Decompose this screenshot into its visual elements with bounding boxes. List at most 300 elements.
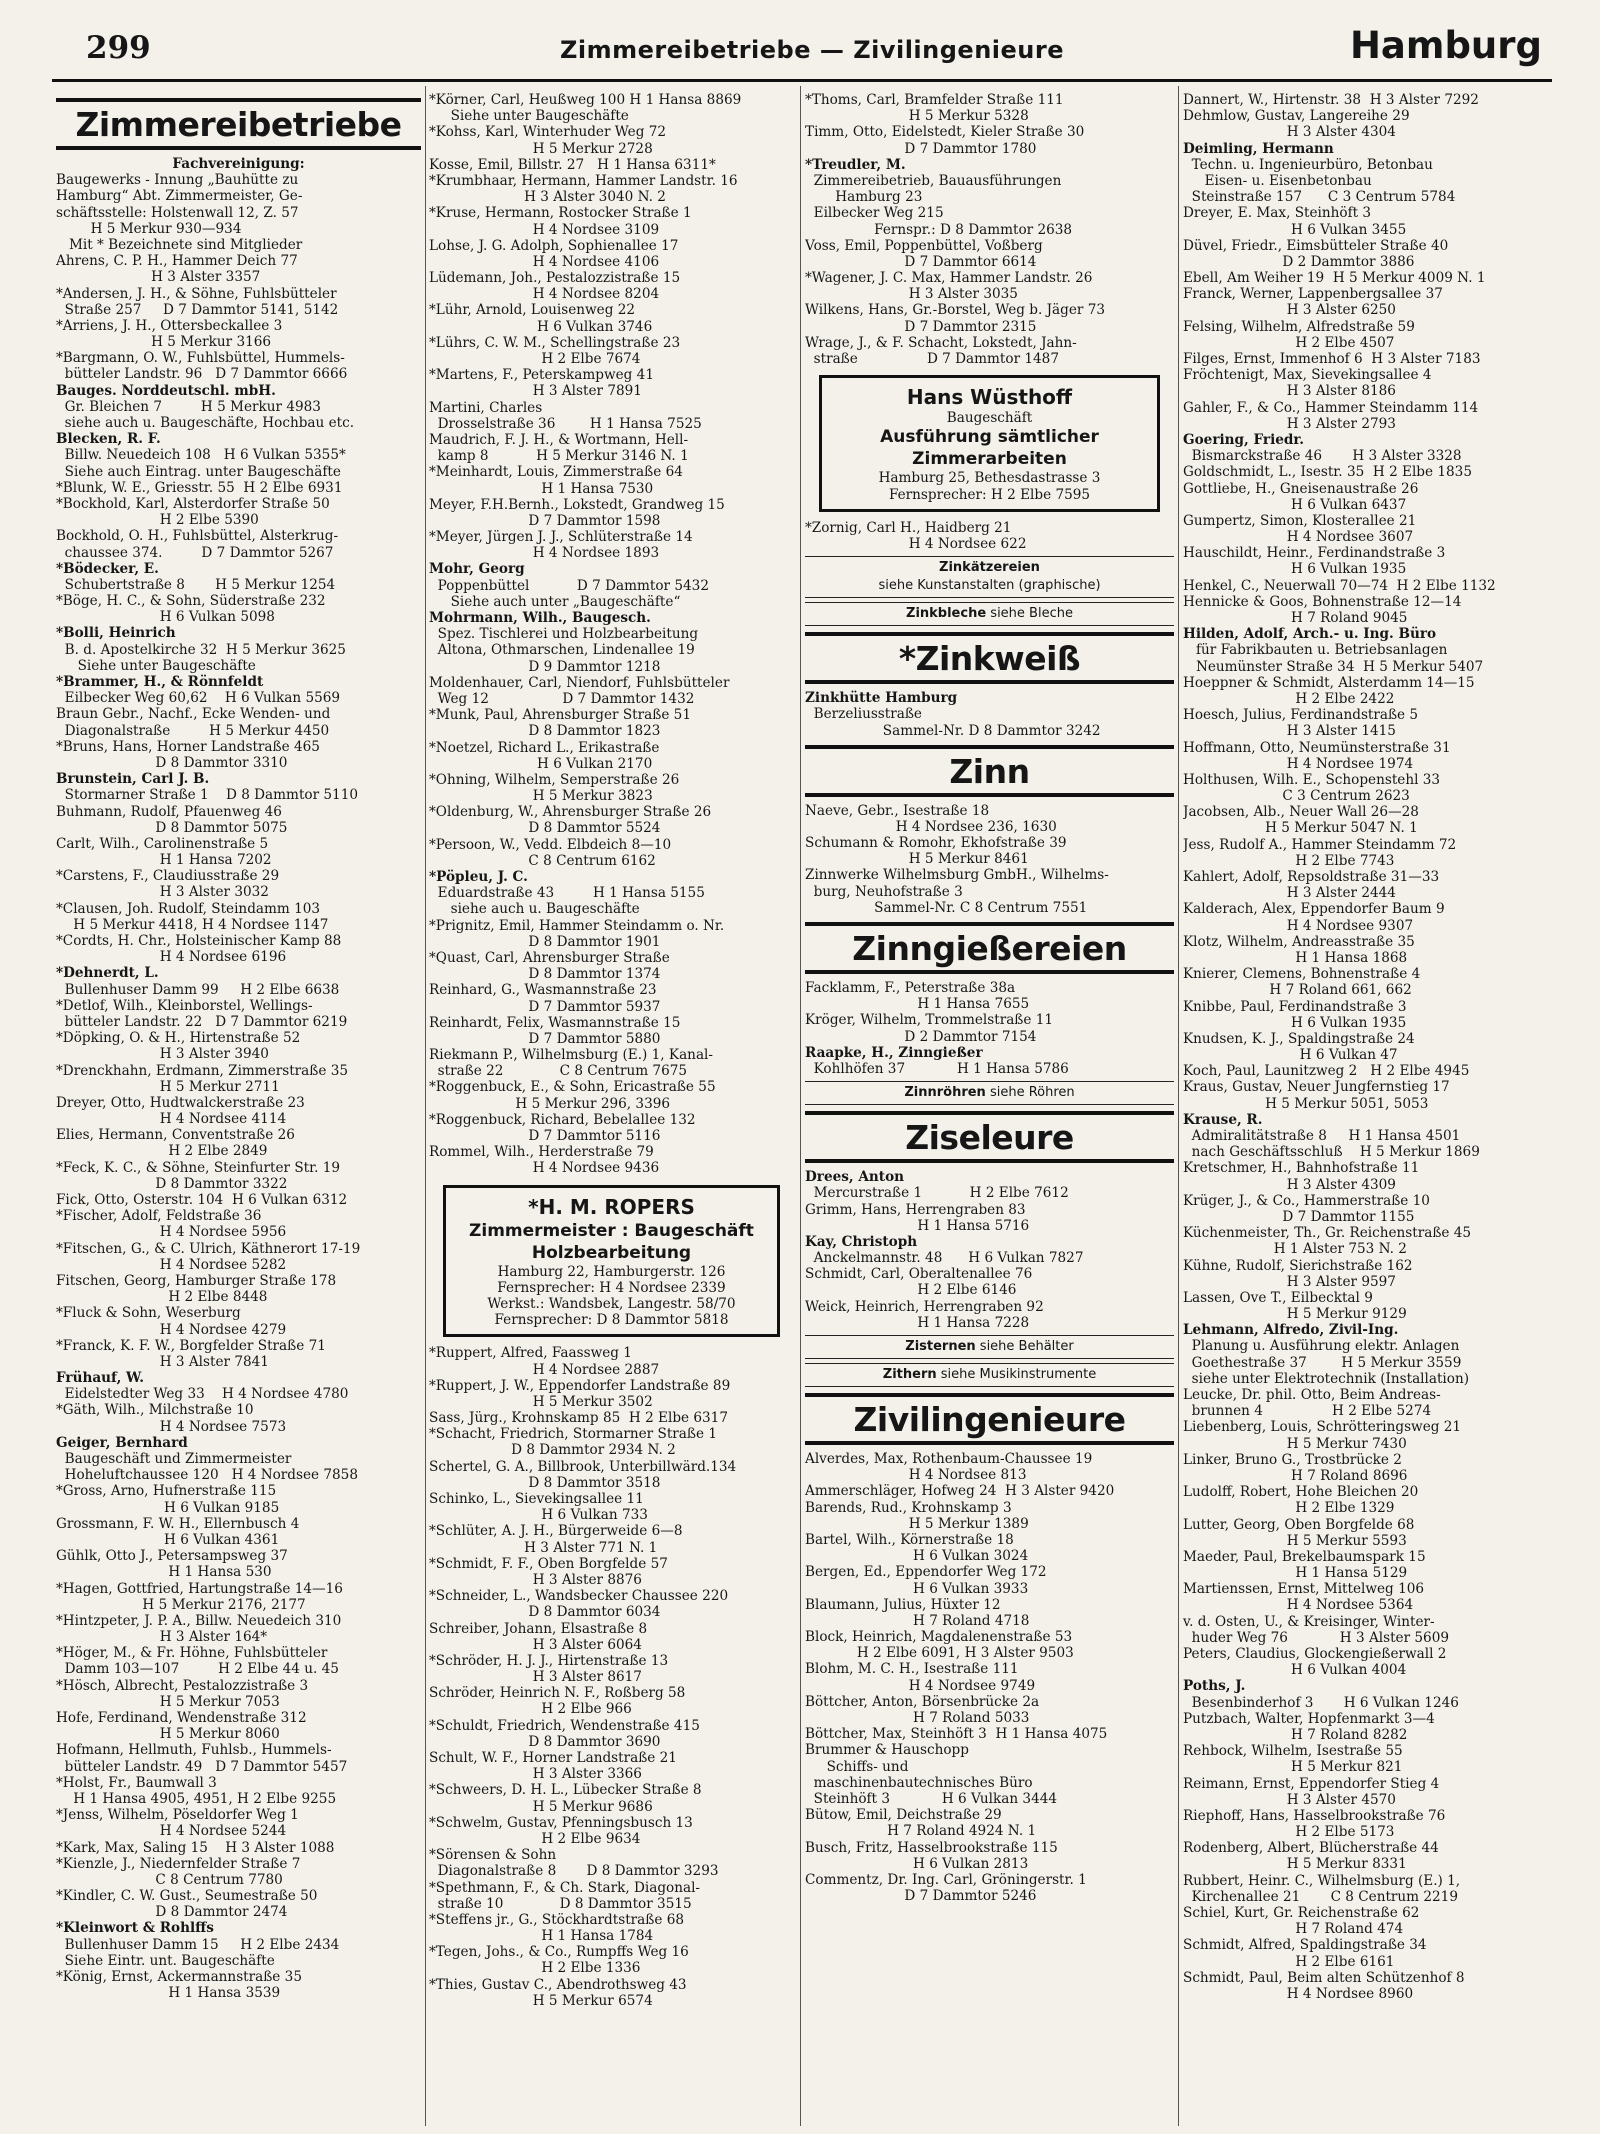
cross-reference xyxy=(805,1335,1174,1359)
cross-reference-target: siehe Kunstanstalten (graphische) xyxy=(878,578,1101,594)
entry-line: H 5 Merkur 1389 xyxy=(805,1515,1029,1532)
entry-line: Hoheluftchaussee 120 H 4 Nordsee 7858 xyxy=(56,1467,358,1484)
entry-line: H 5 Merkur 5051, 5053 xyxy=(1183,1095,1429,1112)
entry-line: nach Geschäftsschluß H 5 Merkur 1869 xyxy=(1183,1144,1480,1161)
advertisement-line: Fernsprecher: H 2 Elbe 7595 xyxy=(888,486,1091,503)
entry-line: Hofe, Ferdinand, Wendenstraße 312 xyxy=(56,1710,307,1726)
entry-line: H 3 Alster 8876 xyxy=(429,1571,642,1588)
entry-line: H 5 Merkur 296, 3396 xyxy=(429,1095,671,1112)
entry-name-bold: Poths, J. xyxy=(1183,1678,1246,1695)
entry-name-bold: Blecken, R. F. xyxy=(56,431,161,448)
entry-line: H 6 Vulkan 1935 xyxy=(1183,1014,1407,1031)
entry-line: D 8 Dammtor 5075 xyxy=(56,819,288,836)
entry-line: bütteler Landstr. 96 D 7 Dammtor 6666 xyxy=(56,366,348,383)
column-1 xyxy=(56,92,421,2122)
entry-line: Schiffs- und xyxy=(805,1758,909,1775)
entry-line: H 4 Nordsee 1893 xyxy=(429,545,660,562)
running-title: Zimmereibetriebe — Zivilingenieure xyxy=(560,36,1064,64)
entry-line: H 1 Hansa 1784 xyxy=(429,1928,654,1945)
advertisement-line: Zimmerarbeiten xyxy=(912,449,1067,470)
column-divider xyxy=(425,86,426,2126)
entry-line: *Fluck & Sohn, Weserburg xyxy=(56,1305,241,1322)
entry-line: H 1 Hansa 1868 xyxy=(1183,949,1408,966)
entry-line: H 4 Nordsee 5282 xyxy=(56,1256,287,1273)
entry-line: H 5 Merkur 5047 N. 1 xyxy=(1183,820,1418,837)
entry-line: *Prignitz, Emil, Hammer Steindamm o. Nr. xyxy=(429,917,725,934)
entry-line: Barends, Rud., Krohnskamp 3 xyxy=(805,1499,1012,1516)
entry-line: Eduardstraße 43 H 1 Hansa 5155 xyxy=(429,885,705,902)
entry-line: Altona, Othmarschen, Lindenallee 19 xyxy=(429,642,695,659)
entry-line: H 5 Merkur 6574 xyxy=(429,1992,653,2009)
entry-line: Schult, W. F., Horner Landstraße 21 xyxy=(429,1750,677,1766)
advertisement-line: Fernsprecher: D 8 Dammtor 5818 xyxy=(494,1312,729,1329)
entry-name-bold: *Bödecker, E. xyxy=(56,560,159,577)
entry-line: Moldenhauer, Carl, Niendorf, Fuhlsbütteler xyxy=(429,674,730,691)
entry-line: *Feck, K. C., & Söhne, Steinfurter Str. 19 xyxy=(56,1159,341,1176)
entry-line: Lohse, J. G. Adolph, Sophienallee 17 xyxy=(429,237,679,254)
entry-line: *Sörensen & Sohn xyxy=(429,1847,557,1864)
entry-line: Eilbecker Weg 60,62 H 6 Vulkan 5569 xyxy=(56,690,341,707)
advertisement-line: Holzbearbeitung xyxy=(531,1242,692,1263)
entry-line: Block, Heinrich, Magdalenenstraße 53 xyxy=(805,1629,1073,1646)
entry-line: Henkel, C., Neuerwall 70—74 H 2 Elbe 1132 xyxy=(1183,577,1496,594)
entry-line: H 2 Elbe 966 xyxy=(429,1701,632,1718)
entry-line: bütteler Landstr. 49 D 7 Dammtor 5457 xyxy=(56,1758,348,1775)
entry-line: H 4 Nordsee 8204 xyxy=(429,286,660,303)
entry-line: D 8 Dammtor 1823 xyxy=(429,723,661,740)
entry-line: Elies, Hermann, Conventstraße 26 xyxy=(56,1127,295,1144)
advertisement-line: Ausführung sämtlicher xyxy=(880,427,1099,448)
entry-line: H 3 Alster 3040 N. 2 xyxy=(429,189,666,206)
entry-line: Wilkens, Hans, Gr.-Borstel, Weg b. Jäger 73 xyxy=(805,302,1106,319)
entry-line: *Noetzel, Richard L., Erikastraße xyxy=(429,739,660,756)
entry-line: H 3 Alster 3035 xyxy=(805,286,1018,303)
entry-line: Spez. Tischlerei und Holzbearbeitung xyxy=(429,626,699,643)
entry-line: Kalderach, Alex, Eppendorfer Baum 9 xyxy=(1183,901,1445,918)
entry-line: H 6 Vulkan 4004 xyxy=(1183,1662,1407,1679)
entry-line: H 3 Alster 6064 xyxy=(429,1636,642,1653)
entry-line: H 7 Roland 5033 xyxy=(805,1710,1030,1726)
cross-reference xyxy=(805,602,1174,626)
entry-line: Reimann, Ernst, Eppendorfer Stieg 4 xyxy=(1183,1775,1440,1792)
section-heading: Ziseleure xyxy=(805,1111,1174,1163)
entry-line: Felsing, Wilhelm, Alfredstraße 59 xyxy=(1183,318,1415,335)
entry-line: Kretschmer, H., Bahnhofstraße 11 xyxy=(1183,1160,1420,1177)
entry-line: D 2 Dammtor 3886 xyxy=(1183,253,1415,270)
entry-line: Klotz, Wilhelm, Andreasstraße 35 xyxy=(1183,933,1415,950)
entry-line: siehe auch u. Baugeschäfte xyxy=(429,901,640,918)
entry-line: D 7 Dammtor 5880 xyxy=(429,1030,661,1047)
entry-line: H 6 Vulkan 3933 xyxy=(805,1580,1029,1597)
entry-line: H 4 Nordsee 813 xyxy=(805,1467,1027,1484)
entry-line: H 6 Vulkan 733 xyxy=(429,1507,648,1524)
entry-line: *Tegen, Johs., & Co., Rumpffs Weg 16 xyxy=(429,1944,689,1961)
entry-line: Billw. Neuedeich 108 H 6 Vulkan 5355* xyxy=(56,447,346,464)
entry-line: schäftsstelle: Holstenwall 12, Z. 57 xyxy=(56,204,299,221)
entry-line: Braun Gebr., Nachf., Ecke Wenden- und xyxy=(56,706,331,723)
entry-line: D 7 Dammtor 6614 xyxy=(805,253,1037,270)
entry-line: H 6 Vulkan 1935 xyxy=(1183,561,1407,578)
entry-line: Mit * Bezeichnete sind Mitglieder xyxy=(56,236,303,253)
entry-line: H 3 Alster 1415 xyxy=(1183,723,1396,740)
cross-reference xyxy=(805,1081,1174,1105)
entry-line: *Hagen, Gottfried, Hartungstraße 14—16 xyxy=(56,1580,343,1597)
entry-line: Siehe auch unter „Baugeschäfte“ xyxy=(429,593,681,610)
entry-line: *Bargmann, O. W., Fuhlsbüttel, Hummels- xyxy=(56,350,345,367)
entry-line: Knibbe, Paul, Ferdinandstraße 3 xyxy=(1183,998,1407,1015)
entry-name-bold: Mohr, Georg xyxy=(429,561,525,578)
entry-line: D 7 Dammtor 2315 xyxy=(805,318,1037,335)
cross-reference-term: Zinnröhren xyxy=(904,1085,986,1101)
entry-line: Hamburg 23 xyxy=(805,189,923,206)
entry-line: Bartel, Wilh., Körnerstraße 18 xyxy=(805,1531,1014,1548)
entry-line: Putzbach, Walter, Hopfenmarkt 3—4 xyxy=(1183,1710,1435,1727)
entry-line: Gühlk, Otto J., Petersampsweg 37 xyxy=(56,1548,288,1565)
entry-line: C 3 Centrum 2623 xyxy=(1183,788,1410,805)
entry-line: D 7 Dammtor 1780 xyxy=(805,140,1037,157)
entry-line: H 4 Nordsee 9436 xyxy=(429,1160,660,1177)
cross-reference-term: Zisternen xyxy=(905,1339,976,1354)
entry-line: Gr. Bleichen 7 H 5 Merkur 4983 xyxy=(56,398,321,415)
advertisement-line: Hamburg 25, Bethesdastrasse 3 xyxy=(878,470,1101,487)
entry-name-bold: Goering, Friedr. xyxy=(1183,431,1305,448)
entry-line: H 1 Hansa 7228 xyxy=(805,1314,1030,1331)
entry-line: *Hintzpeter, J. P. A., Billw. Neuedeich 310 xyxy=(56,1612,342,1629)
section-heading: Zinn xyxy=(805,745,1174,797)
entry-line: H 5 Merkur 8060 xyxy=(56,1726,280,1743)
entry-line: H 2 Elbe 1336 xyxy=(429,1960,641,1977)
entry-line: Timm, Otto, Eidelstedt, Kieler Straße 30 xyxy=(805,124,1085,141)
advertisement-line: Werkst.: Wandsbek, Langestr. 58/70 xyxy=(487,1295,736,1312)
entry-line: *Wagener, J. C. Max, Hammer Landstr. 26 xyxy=(805,270,1093,287)
page-number: 299 xyxy=(86,30,151,66)
entry-line: *Franck, K. F. W., Borgfelder Straße 71 xyxy=(56,1337,326,1354)
entry-line: Knierer, Clemens, Bohnenstraße 4 xyxy=(1183,966,1421,983)
entry-line: Ebell, Am Weiher 19 H 5 Merkur 4009 N. 1 xyxy=(1183,270,1486,287)
entry-line: *Kruse, Hermann, Rostocker Straße 1 xyxy=(429,205,692,222)
entry-line: *Detlof, Wilh., Kleinborstel, Wellings- xyxy=(56,997,313,1014)
entry-line: Stormarner Straße 1 D 8 Dammtor 5110 xyxy=(56,787,359,804)
entry-line: Commentz, Dr. Ing. Carl, Gröningerstr. 1 xyxy=(805,1871,1087,1888)
entry-line: Jacobsen, Alb., Neuer Wall 26—28 xyxy=(1183,804,1419,821)
entry-line: Sammel-Nr. C 8 Centrum 7551 xyxy=(805,899,1088,916)
entry-line: B. d. Apostelkirche 32 H 5 Merkur 3625 xyxy=(56,641,346,658)
entry-line: Schmidt, Carl, Oberaltenallee 76 xyxy=(805,1266,1033,1283)
entry-line: Hauschildt, Heinr., Ferdinandstraße 3 xyxy=(1183,545,1446,562)
entry-line: H 2 Elbe 2422 xyxy=(1183,690,1395,707)
advertisement-box xyxy=(443,1185,780,1338)
entry-line: Schinko, L., Sievekingsallee 11 xyxy=(429,1491,644,1507)
entry-name-bold: Zinkhütte Hamburg xyxy=(805,690,958,707)
entry-line: *Schmidt, F. F., Oben Borgfelde 57 xyxy=(429,1555,668,1572)
advertisement-box xyxy=(819,375,1160,512)
cross-reference xyxy=(805,1363,1174,1387)
entry-line: *Meinhardt, Louis, Zimmerstraße 64 xyxy=(429,464,683,481)
entry-name-bold: Mohrmann, Wilh., Baugesch. xyxy=(429,610,651,626)
entry-line: H 5 Merkur 8461 xyxy=(805,851,1029,868)
entry-line: H 5 Merkur 9129 xyxy=(1183,1306,1407,1323)
entry-line: *Drenckhahn, Erdmann, Zimmerstraße 35 xyxy=(56,1062,349,1079)
entry-line: Martienssen, Ernst, Mittelweg 106 xyxy=(1183,1581,1425,1598)
entry-line: *Zornig, Carl H., Haidberg 21 xyxy=(805,519,1012,536)
entry-line: H 5 Merkur 2176, 2177 xyxy=(56,1596,306,1613)
entry-line: *Ruppert, J. W., Eppendorfer Landstraße 89 xyxy=(429,1377,731,1394)
entry-line: Rodenberg, Albert, Blücherstraße 44 xyxy=(1183,1840,1439,1857)
entry-line: Schumann & Romohr, Ekhofstraße 39 xyxy=(805,835,1067,852)
entry-line: Kohlhöfen 37 H 1 Hansa 5786 xyxy=(805,1060,1069,1077)
entry-line: Besenbinderhof 3 H 6 Vulkan 1246 xyxy=(1183,1694,1459,1711)
entry-name-bold: Lehmann, Alfredo, Zivil-Ing. xyxy=(1183,1322,1399,1339)
entry-name-bold: *Brammer, H., & Rönnfeldt xyxy=(56,674,264,690)
entry-line: Steinhöft 3 H 6 Vulkan 3444 xyxy=(805,1790,1058,1807)
entry-line: Schubertstraße 8 H 5 Merkur 1254 xyxy=(56,576,336,593)
entry-line: H 1 Hansa 7655 xyxy=(805,996,1030,1013)
entry-line: H 5 Merkur 3823 xyxy=(429,788,653,805)
entry-line: Martini, Charles xyxy=(429,399,543,416)
entry-line: Busch, Fritz, Hasselbrookstraße 115 xyxy=(805,1839,1058,1856)
entry-line: Fröchtenigt, Max, Sievekingsallee 4 xyxy=(1183,367,1432,384)
entry-line: Linker, Bruno G., Trostbrücke 2 xyxy=(1183,1451,1402,1468)
entry-line: Blohm, M. C. H., Isestraße 111 xyxy=(805,1661,1019,1678)
entry-line: H 4 Nordsee 5244 xyxy=(56,1823,287,1840)
entry-line: Brummer & Hauschopp xyxy=(805,1742,969,1759)
entry-line: Schmidt, Alfred, Spaldingstraße 34 xyxy=(1183,1937,1427,1954)
entry-line: Böttcher, Anton, Börsenbrücke 2a xyxy=(805,1693,1040,1710)
entry-line: H 2 Elbe 2849 xyxy=(56,1143,268,1160)
entry-line: Baugewerks - Innung „Bauhütte zu xyxy=(56,172,299,189)
entry-line: D 8 Dammtor 3310 xyxy=(56,754,288,771)
entry-line: H 4 Nordsee 4114 xyxy=(56,1111,287,1128)
entry-line: Naeve, Gebr., Isestraße 18 xyxy=(805,802,990,819)
entry-line: *Körner, Carl, Heußweg 100 H 1 Hansa 8869 xyxy=(429,92,742,108)
entry-line: H 5 Merkur 5328 xyxy=(805,108,1029,125)
advertisement-line: Hamburg 22, Hamburgerstr. 126 xyxy=(497,1263,726,1280)
entry-line: *Schweers, D. H. L., Lübecker Straße 8 xyxy=(429,1782,702,1799)
entry-line: H 6 Vulkan 47 xyxy=(1183,1047,1398,1064)
entry-line: Kraus, Gustav, Neuer Jungfernstieg 17 xyxy=(1183,1079,1450,1096)
entry-line: *Höger, M., & Fr. Höhne, Fuhlsbütteler xyxy=(56,1645,328,1662)
entry-line: Voss, Emil, Poppenbüttel, Voßberg xyxy=(805,237,1043,254)
entry-line: *Holst, Fr., Baumwall 3 xyxy=(56,1774,217,1791)
entry-line: Hoffmann, Otto, Neumünsterstraße 31 xyxy=(1183,739,1451,756)
section-heading: *Zinkweiß xyxy=(805,632,1174,684)
entry-line: Berzeliusstraße xyxy=(805,706,922,723)
entry-line: H 4 Nordsee 2887 xyxy=(429,1361,660,1378)
entry-line: H 4 Nordsee 3607 xyxy=(1183,529,1414,546)
entry-line: H 4 Nordsee 4106 xyxy=(429,253,660,270)
entry-line: Planung u. Ausführung elektr. Anlagen xyxy=(1183,1338,1460,1355)
entry-line: H 1 Hansa 530 xyxy=(56,1564,272,1581)
entry-line: H 4 Nordsee 1974 xyxy=(1183,755,1414,772)
entry-line: *Roggenbuck, E., & Sohn, Ericastraße 55 xyxy=(429,1079,716,1096)
entry-line: Hamburg“ Abt. Zimmermeister, Ge- xyxy=(56,188,303,205)
entry-line: H 2 Elbe 6146 xyxy=(805,1282,1017,1299)
entry-line: Damm 103—107 H 2 Elbe 44 u. 45 xyxy=(56,1661,339,1678)
entry-line: Kahlert, Adolf, Repsoldstraße 31—33 xyxy=(1183,869,1440,885)
entry-line: Siehe unter Baugeschäfte xyxy=(429,108,629,125)
entry-line: H 7 Roland 661, 662 xyxy=(1183,982,1412,999)
entry-line: H 2 Elbe 6091, H 3 Alster 9503 xyxy=(805,1645,1074,1662)
entry-line: *Schröder, H. J. J., Hirtenstraße 13 xyxy=(429,1652,669,1669)
entry-line: *Kark, Max, Saling 15 H 3 Alster 1088 xyxy=(56,1839,335,1856)
entry-line: Diagonalstraße H 5 Merkur 4450 xyxy=(56,722,330,739)
cross-reference-target: siehe Röhren xyxy=(989,1085,1075,1101)
entry-line: *Schlüter, A. J. H., Bürgerweide 6—8 xyxy=(429,1523,683,1540)
cross-reference-term: Zinkbleche xyxy=(906,606,987,622)
entry-line: D 8 Dammtor 5524 xyxy=(429,820,661,837)
entry-line: Ludolff, Robert, Hohe Bleichen 20 xyxy=(1183,1484,1419,1501)
entry-name-bold: *Bolli, Heinrich xyxy=(56,625,176,642)
entry-line: Grossmann, F. W. H., Ellernbusch 4 xyxy=(56,1515,300,1532)
entry-line: Bismarckstraße 46 H 3 Alster 3328 xyxy=(1183,448,1462,465)
entry-line: D 7 Dammtor 1598 xyxy=(429,512,661,529)
entry-line: H 1 Hansa 4905, 4951, H 2 Elbe 9255 xyxy=(56,1790,337,1807)
entry-line: D 2 Dammtor 7154 xyxy=(805,1028,1037,1045)
entry-line: *König, Ernst, Ackermannstraße 35 xyxy=(56,1969,302,1985)
entry-line: *Kindler, C. W. Gust., Seumestraße 50 xyxy=(56,1888,318,1905)
entry-line: H 4 Nordsee 8960 xyxy=(1183,1985,1414,2002)
entry-line: H 5 Merkur 4418, H 4 Nordsee 1147 xyxy=(56,916,329,933)
entry-line: *Persoon, W., Vedd. Elbdeich 8—10 xyxy=(429,836,672,853)
entry-line: *Krumbhaar, Hermann, Hammer Landstr. 16 xyxy=(429,172,738,189)
entry-line: Franck, Werner, Lappenbergsallee 37 xyxy=(1183,286,1443,303)
entry-line: Koch, Paul, Launitzweg 2 H 2 Elbe 4945 xyxy=(1183,1063,1470,1080)
entry-name-bold: Raapke, H., Zinngießer xyxy=(805,1044,983,1061)
entry-line: Baugeschäft und Zimmermeister xyxy=(56,1451,292,1467)
entry-line: Jess, Rudolf A., Hammer Steindamm 72 xyxy=(1183,836,1457,853)
entry-line: Siehe auch Eintrag. unter Baugeschäfte xyxy=(56,463,341,480)
entry-line: Bockhold, O. H., Fuhlsbüttel, Alsterkrug- xyxy=(56,528,339,545)
entry-line: H 2 Elbe 7674 xyxy=(429,351,641,367)
entry-line: H 3 Alster 164* xyxy=(56,1629,268,1646)
entry-name-bold: Kay, Christoph xyxy=(805,1233,918,1250)
entry-line: Buhmann, Rudolf, Pfauenweg 46 xyxy=(56,803,282,820)
advertisement-line: Fernsprecher: H 4 Nordsee 2339 xyxy=(497,1279,726,1296)
entry-line: *Kohss, Karl, Winterhuder Weg 72 xyxy=(429,124,667,141)
entry-line: D 7 Dammtor 1155 xyxy=(1183,1208,1415,1225)
entry-line: H 1 Hansa 7202 xyxy=(56,852,272,869)
entry-line: H 6 Vulkan 6437 xyxy=(1183,496,1407,513)
entry-line: D 8 Dammtor 1901 xyxy=(429,933,661,950)
entry-line: *Steffens jr., G., Stöckhardtstraße 68 xyxy=(429,1911,685,1928)
entry-line: Riephoff, Hans, Hasselbrookstraße 76 xyxy=(1183,1807,1446,1824)
entry-line: H 3 Alster 771 N. 1 xyxy=(429,1539,658,1556)
entry-line: Düvel, Friedr., Eimsbütteler Straße 40 xyxy=(1183,237,1449,254)
entry-line: Meyer, F.H.Bernh., Lokstedt, Grandweg 15 xyxy=(429,496,725,513)
entry-line: Bergen, Ed., Eppendorfer Weg 172 xyxy=(805,1564,1047,1581)
entry-line: D 8 Dammtor 2474 xyxy=(56,1904,288,1921)
column-3 xyxy=(805,92,1174,2122)
entry-line: H 4 Nordsee 3109 xyxy=(429,221,660,238)
cross-reference xyxy=(805,556,1174,598)
entry-line: *Munk, Paul, Ahrensburger Straße 51 xyxy=(429,707,691,724)
entry-line: *Fitschen, G., & C. Ulrich, Käthnerort 17-19 xyxy=(56,1240,361,1257)
entry-line: Hofmann, Hellmuth, Fuhlsb., Hummels- xyxy=(56,1742,332,1759)
entry-line: Fick, Otto, Osterstr. 104 H 6 Vulkan 6312 xyxy=(56,1192,348,1208)
entry-line: H 4 Nordsee 9749 xyxy=(805,1677,1036,1694)
entry-line: H 3 Alster 4570 xyxy=(1183,1791,1396,1808)
entry-line: H 6 Vulkan 3455 xyxy=(1183,221,1407,238)
entry-name-bold: Geiger, Bernhard xyxy=(56,1434,188,1451)
entry-line: Schiel, Kurt, Gr. Reichenstraße 62 xyxy=(1183,1905,1420,1921)
entry-line: für Fabrikbauten u. Betriebsanlagen xyxy=(1183,642,1448,659)
entry-line: H 3 Alster 7841 xyxy=(56,1353,269,1370)
entry-line: Schreiber, Johann, Elsastraße 8 xyxy=(429,1620,648,1637)
entry-line: H 3 Alster 2444 xyxy=(1183,885,1396,902)
entry-line: H 3 Alster 8617 xyxy=(429,1669,642,1686)
entry-name-bold: Hilden, Adolf, Arch.- u. Ing. Büro xyxy=(1183,626,1437,643)
entry-line: Eidelstedter Weg 33 H 4 Nordsee 4780 xyxy=(56,1386,349,1403)
entry-line: Carlt, Wilh., Carolinenstraße 5 xyxy=(56,835,269,852)
entry-line: Mercurstraße 1 H 2 Elbe 7612 xyxy=(805,1185,1069,1202)
entry-line: Alverdes, Max, Rothenbaum-Chaussee 19 xyxy=(805,1451,1093,1467)
entry-line: *Spethmann, F., & Ch. Stark, Diagonal- xyxy=(429,1879,701,1896)
entry-line: *Schuldt, Friedrich, Wendenstraße 415 xyxy=(429,1717,700,1734)
city-heading: Hamburg xyxy=(1349,24,1542,67)
entry-line: siehe auch u. Baugeschäfte, Hochbau etc. xyxy=(56,415,355,431)
entry-line: D 8 Dammtor 3518 xyxy=(429,1474,661,1491)
entry-line: H 5 Merkur 7430 xyxy=(1183,1435,1407,1452)
entry-line: H 4 Nordsee 6196 xyxy=(56,949,287,966)
entry-line: bütteler Landstr. 22 D 7 Dammtor 6219 xyxy=(56,1013,348,1030)
entry-line: *Blunk, W. E., Griesstr. 55 H 2 Elbe 6931 xyxy=(56,479,343,496)
entry-line: *Hösch, Albrecht, Pestalozzistraße 3 xyxy=(56,1677,309,1694)
entry-name-bold: Brunstein, Carl J. B. xyxy=(56,771,210,788)
entry-line: D 7 Dammtor 5937 xyxy=(429,998,661,1015)
entry-line: *Schwelm, Gustav, Pfenningsbusch 13 xyxy=(429,1814,693,1831)
entry-line: Reinhardt, Felix, Wasmannstraße 15 xyxy=(429,1014,681,1031)
entry-line: H 7 Roland 4924 N. 1 xyxy=(805,1823,1037,1840)
entry-line: Goldschmidt, L., Isestr. 35 H 2 Elbe 1835 xyxy=(1183,464,1472,481)
entry-line: Facklamm, F., Peterstraße 38a xyxy=(805,980,1016,996)
entry-line: Holthusen, Wilh. E., Schopenstehl 33 xyxy=(1183,771,1441,788)
entry-line: Techn. u. Ingenieurbüro, Betonbau xyxy=(1183,156,1433,173)
entry-line: H 3 Alster 3357 xyxy=(56,269,261,286)
entry-line: *Thoms, Carl, Bramfelder Straße 111 xyxy=(805,92,1064,108)
entry-line: D 7 Dammtor 5116 xyxy=(429,1128,661,1144)
entry-line: Eilbecker Weg 215 xyxy=(805,205,944,222)
entry-line: Sammel-Nr. D 8 Dammtor 3242 xyxy=(805,722,1101,739)
entry-line: H 2 Elbe 5173 xyxy=(1183,1824,1395,1841)
entry-name-bold: Krause, R. xyxy=(1183,1111,1263,1128)
entry-line: D 8 Dammtor 6034 xyxy=(429,1604,661,1621)
cross-reference-target: siehe Behälter xyxy=(979,1339,1074,1354)
entry-line: Diagonalstraße 8 D 8 Dammtor 3293 xyxy=(429,1863,719,1880)
entry-line: Kirchenallee 21 C 8 Centrum 2219 xyxy=(1183,1888,1458,1905)
entry-name-bold: Bauges. Norddeutschl. mbH. xyxy=(56,382,276,399)
entry-line: Fernspr.: D 8 Dammtor 2638 xyxy=(805,221,1073,238)
entry-line: Gottliebe, H., Gneisenaustraße 26 xyxy=(1183,480,1419,497)
entry-line: Reinhard, G., Wasmannstraße 23 xyxy=(429,982,657,999)
entry-line: H 5 Merkur 2711 xyxy=(56,1078,280,1095)
entry-line: H 7 Roland 8696 xyxy=(1183,1467,1408,1484)
entry-line: burg, Neuhofstraße 3 xyxy=(805,883,963,900)
entry-line: C 8 Centrum 6162 xyxy=(429,852,656,869)
entry-line: Maeder, Paul, Brekelbaumspark 15 xyxy=(1183,1548,1426,1565)
entry-line: Siehe unter Baugeschäfte xyxy=(56,657,256,674)
entry-line: Hoesch, Julius, Ferdinandstraße 5 xyxy=(1183,707,1419,724)
entry-line: Grimm, Hans, Herrengraben 83 xyxy=(805,1201,1026,1218)
entry-line: H 1 Hansa 5129 xyxy=(1183,1565,1408,1582)
entry-line: Rommel, Wilh., Herderstraße 79 xyxy=(429,1144,654,1161)
entry-line: Schmidt, Paul, Beim alten Schützenhof 8 xyxy=(1183,1969,1465,1986)
cross-reference-target: siehe Bleche xyxy=(990,606,1073,622)
entry-line: Rubbert, Heinr. C., Wilhelmsburg (E.) 1, xyxy=(1183,1872,1461,1889)
entry-line: H 6 Vulkan 5098 xyxy=(56,609,275,626)
entry-line: Böttcher, Max, Steinhöft 3 H 1 Hansa 4075 xyxy=(805,1726,1108,1743)
entry-line: Eisen- u. Eisenbetonbau xyxy=(1183,172,1372,189)
entry-line: Schröder, Heinrich N. F., Roßberg 58 xyxy=(429,1685,686,1702)
